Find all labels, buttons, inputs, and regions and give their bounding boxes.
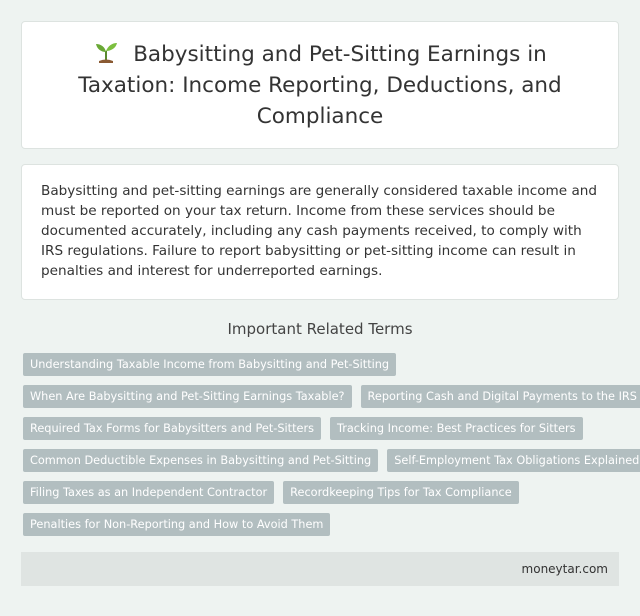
related-term-tag[interactable]: When Are Babysitting and Pet-Sitting Earnings Taxable? [23, 385, 352, 408]
related-terms-heading: Important Related Terms [227, 320, 413, 338]
footer [21, 552, 619, 586]
summary-card [21, 164, 619, 300]
header-card [21, 21, 619, 149]
page-title [62, 39, 578, 132]
related-term-tag[interactable]: Filing Taxes as an Independent Contractor [23, 481, 274, 504]
related-term-tag[interactable]: Understanding Taxable Income from Babysitting and Pet-Sitting [23, 353, 396, 376]
related-term-tag[interactable]: Self-Employment Tax Obligations Explained [387, 449, 640, 472]
sprout-icon [93, 40, 119, 64]
related-term-tag[interactable]: Required Tax Forms for Babysitters and Pet-Sitters [23, 417, 321, 440]
related-term-tag[interactable]: Reporting Cash and Digital Payments to the IRS [361, 385, 640, 408]
related-terms [23, 353, 640, 545]
page-title-text: Babysitting and Pet-Sitting Earnings in Taxation: Income Reporting, Deductions, and Compliance [78, 41, 562, 129]
related-term-tag[interactable]: Tracking Income: Best Practices for Sitters [330, 417, 583, 440]
summary-text: Babysitting and pet-sitting earnings are generally considered taxable income and must be reported on your tax return. Income from these services should be documented accurately, including any cash payments received, to comply with IRS regulations. Failure to report babysitting or pet-sitting income can result in penalties and interest for underreported earnings. [41, 183, 598, 279]
related-term-tag[interactable]: Penalties for Non-Reporting and How to Avoid Them [23, 513, 330, 536]
footer-site[interactable]: moneytar.com [521, 562, 608, 576]
related-term-tag[interactable]: Recordkeeping Tips for Tax Compliance [283, 481, 519, 504]
related-term-tag[interactable]: Common Deductible Expenses in Babysitting and Pet-Sitting [23, 449, 378, 472]
